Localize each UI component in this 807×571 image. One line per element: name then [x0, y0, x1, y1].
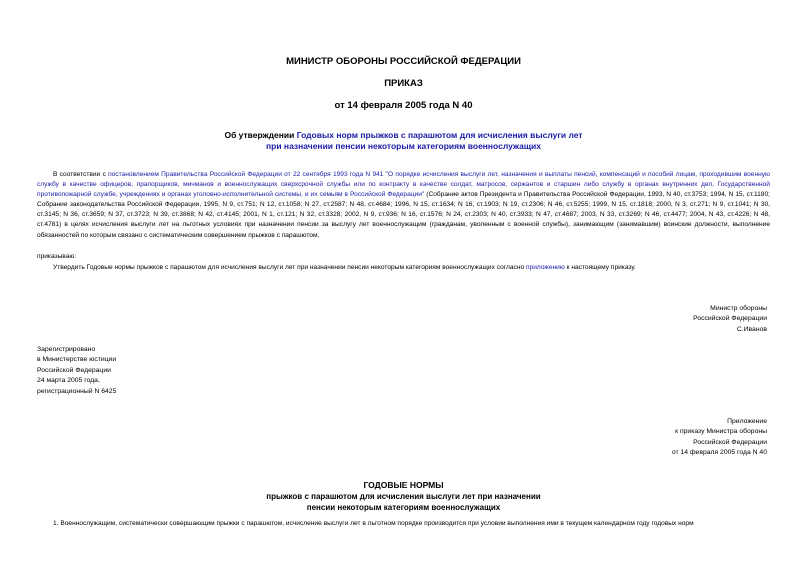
order-paragraph: [37, 263, 770, 273]
appendix-block: [672, 417, 767, 459]
doc-type-heading: ПРИКАЗ: [384, 78, 423, 89]
norms-subtitle-line2: пенсии некоторым категориям военнослужащих: [306, 503, 501, 512]
preamble-paragraph: [37, 170, 770, 241]
registration-line2: в Министерстве юстиции: [37, 356, 117, 364]
signature-line3: С.Иванов: [736, 325, 767, 333]
norms-heading: ГОДОВЫЕ НОРМЫ: [363, 480, 444, 490]
norms-subtitle-line1: прыжков с парашютом для исчисления выслуги лет при назначении: [266, 492, 541, 501]
order-text-before: Утвердить Годовые нормы прыжков с парашютом для исчисления выслуги лет при назначении пенсии некоторым категориям военнослужащих согласно: [53, 264, 526, 271]
appendix-link[interactable]: приложению: [526, 264, 565, 271]
appendix-line1: Приложение: [727, 418, 767, 425]
title-link-line2[interactable]: при назначении пенсии некоторым категориям военнослужащих: [266, 141, 541, 151]
title-prefix: Об утверждении: [224, 130, 297, 140]
ministry-heading: МИНИСТР ОБОРОНЫ РОССИЙСКОЙ ФЕДЕРАЦИИ: [286, 56, 521, 67]
signature-block: [693, 304, 767, 335]
resolution-link[interactable]: постановлением Правительства Российской Федерации от 22 сентября 1993 года N 941 "О порядке исчисления выслуги лет, назначения и выплаты пенсий, компенсаций и пособий лицам, проходившим военную службу в качестве офицеров, прапорщиков, мичманов и военнослужащих сверхсрочной службы или по контракту в качестве солдат, матросов, сержантов и старшин либо службу в органах внутренних дел, Государственной противопожарной службе, учреждениях и органах уголовно-исполнительной системы, и их семьям в Российской Федерации": [37, 171, 770, 199]
registration-block: [37, 345, 116, 397]
order-word: приказываю:: [37, 253, 77, 260]
signature-line2: Российской Федерации: [693, 315, 767, 323]
appendix-line4: от 14 февраля 2005 года N 40: [671, 449, 767, 457]
appendix-line3: Российской Федерации: [693, 438, 767, 446]
signature-line1: Министр обороны: [710, 305, 767, 312]
order-text-after: к настоящему приказу.: [564, 264, 636, 271]
registration-line5: регистрационный N 6425: [37, 387, 117, 395]
preamble-rest: (Собрание актов Президента и Правительства Российской Федерации, 1993, N 40, ст.3753; 1994, N 15, ст.1180; Собрание законодательства Российской Федерации, 1995, N 9, ст.751; N 12, ст.1058; N 27, ст.2587; N 48, ст.4684; 1996, N 15, ст.1634; N 16, ст.1903; N 19, ст.2306; N 46, ст.5255; 1999, N 15, ст.1818; 2000, N 3, ст.271; N 9, ст.1041; N 30, ст.3145; N 36, ст.3659; N 37, ст.3723; N 39, ст.3868; N 42, ст.4145; 2001, N 1, ст.121; N 32, ст.3328; 2002, N 9, ст.936; N 16, ст.1576; N 24, ст.2303; N 40, ст.3933; N 47, ст.4687; 2003, N 33, ст.3269; N 46, ст.4477; 2004, N 43, ст.4226; N 48, ст.4781) в целях исчисления выслуги лет на льготных условиях при назначении пенсии за выслугу лет военнослужащим (гражданам, уволенным с военной службы), занимающим (занимавшим) воинские должности, выполнение обязанностей по которым связано с систематическим совершением прыжков с парашютом,: [37, 191, 770, 239]
doc-date-number: от 14 февраля 2005 года N 40: [334, 100, 473, 111]
norms-paragraph-1: 1. Военнослужащим, систематически совершающим прыжки с парашютом, исчисление выслуги лет в льготном порядке производится при условии выполнения ими в текущем календарном году годовых норм: [53, 520, 694, 527]
registration-line4: 24 марта 2005 года,: [37, 377, 100, 385]
registration-line3: Российской Федерации: [37, 366, 111, 374]
registration-line1: Зарегистрировано: [37, 346, 96, 353]
doc-title: [0, 130, 807, 152]
preamble-intro: В соответствии с: [53, 171, 109, 178]
title-link-line1[interactable]: Годовых норм прыжков с парашютом для исчисления выслуги лет: [296, 130, 583, 140]
appendix-line2: к приказу Министра обороны: [675, 428, 767, 436]
